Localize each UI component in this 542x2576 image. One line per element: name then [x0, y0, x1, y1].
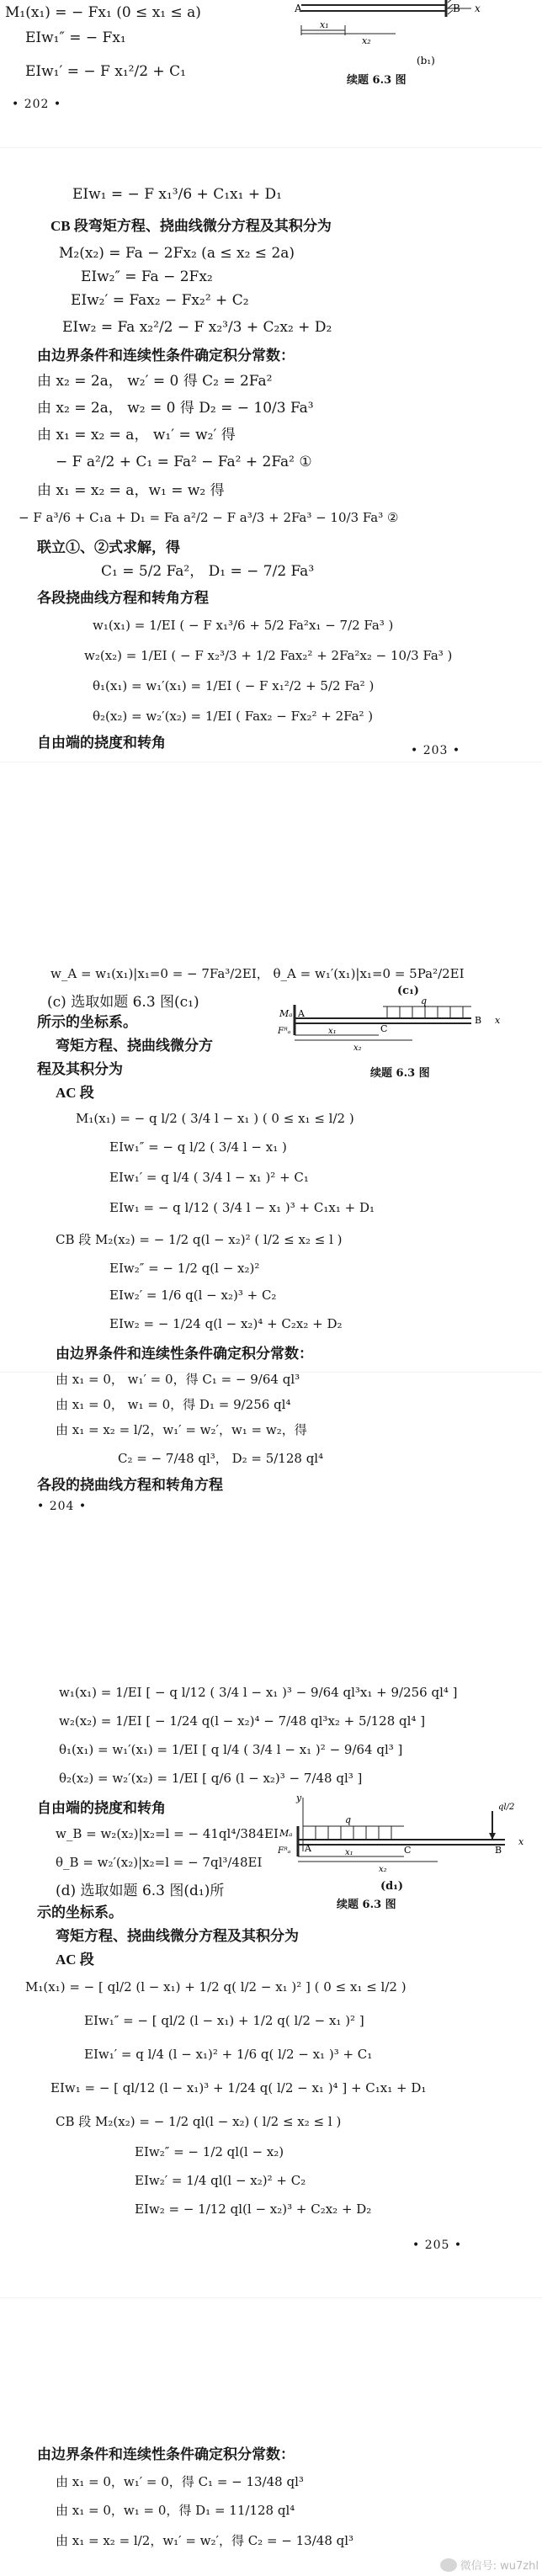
eq-line: EIw₂ = − 1/12 ql(l − x₂)³ + C₂x₂ + D₂: [135, 2202, 372, 2217]
figure-caption: 续题 6.3 图: [347, 74, 406, 87]
eq-line: EIw₂′ = Fax₂ − Fx₂² + C₂: [71, 292, 249, 309]
label-q: q: [345, 1814, 352, 1825]
label-x1: x₁: [320, 19, 329, 30]
eq-line: EIw₁″ = − Fx₁: [25, 29, 126, 46]
text-line: 自由端的挠度和转角: [37, 735, 166, 751]
beam-figure-d1: [278, 1793, 539, 1885]
eq-line: CB 段 M₂(x₂) = − 1/2 ql(l − x₂) ( l/2 ≤ x₂ ≤ l ): [56, 2114, 342, 2129]
text-line: AC 段: [56, 1085, 94, 1101]
eq-line: EIw₂″ = Fa − 2Fx₂: [81, 268, 213, 285]
label-M: Mₐ: [279, 1828, 293, 1839]
eq-line: θ₂(x₂) = w₂′(x₂) = 1/EI ( Fax₂ − Fx₂² + 2Fa² ): [93, 709, 374, 724]
eq-line: EIw₁ = − [ ql/12 (l − x₁)³ + 1/24 q( l/2 − x₁ )⁴ ] + C₁x₁ + D₁: [50, 2080, 427, 2095]
eq-line: EIw₁′ = − F x₁²/2 + C₁: [25, 63, 186, 80]
text-line: 由边界条件和连续性条件确定积分常数：: [37, 348, 295, 364]
label-x1: x₁: [345, 1848, 353, 1857]
eq-line: EIw₁ = − q l/12 ( 3/4 l − x₁ )³ + C₁x₁ + D₁: [109, 1200, 375, 1215]
label-y: y: [296, 1793, 302, 1803]
text-line: 弯矩方程、挠曲线微分方程及其积分为: [56, 1928, 299, 1944]
label-x2: x₂: [362, 35, 371, 46]
text-line: AC 段: [56, 1952, 94, 1968]
label-x1: x₁: [328, 1027, 337, 1036]
eq-line: M₂(x₂) = Fa − 2Fx₂ (a ≤ x₂ ≤ 2a): [59, 245, 295, 262]
label-A: A: [305, 1843, 311, 1854]
eq-line: w₁(x₁) = 1/EI [ − q l/12 ( 3/4 l − x₁ )³ − 9/64 ql³x₁ + 9/256 ql⁴ ]: [59, 1685, 458, 1700]
label-x2: x₂: [379, 1865, 387, 1874]
eq-line: − F a²/2 + C₁ = Fa² − Fa² + 2Fa² ①: [56, 454, 312, 470]
eq-line: w_B = w₂(x₂)|x₂=l = − 41ql⁴/384EI: [56, 1826, 279, 1841]
eq-line: M₁(x₁) = − Fx₁ (0 ≤ x₁ ≤ a): [5, 4, 201, 21]
eq-line: EIw₂ = Fa x₂²/2 − F x₂³/3 + C₂x₂ + D₂: [62, 319, 332, 336]
eq-line: EIw₂″ = − 1/2 q(l − x₂)²: [109, 1261, 260, 1276]
figure-caption: 续题 6.3 图: [337, 1899, 396, 1911]
eq-line: EIw₂ = − 1/24 q(l − x₂)⁴ + C₂x₂ + D₂: [109, 1316, 343, 1331]
label-x: x: [475, 3, 481, 14]
text-line: 各段挠曲线方程和转角方程: [37, 590, 209, 606]
text-line: CB 段弯矩方程、挠曲线微分方程及其积分为: [50, 218, 332, 234]
label-x2: x₂: [353, 1044, 362, 1053]
text-line: 由边界条件和连续性条件确定积分常数：: [56, 1346, 313, 1362]
eq-line: EIw₁ = − F x₁³/6 + C₁x₁ + D₁: [72, 186, 282, 203]
eq-line: 由 x₁ = 0， w₁′ = 0，得 C₁ = − 9/64 ql³: [56, 1372, 300, 1387]
text-line: (d) 选取如题 6.3 图(d₁)所: [56, 1883, 225, 1899]
eq-line: C₁ = 5/2 Fa²， D₁ = − 7/2 Fa³: [101, 563, 315, 580]
eq-line: 由 x₁ = 0，w₁′ = 0，得 C₁ = − 13/48 ql³: [56, 2474, 304, 2489]
eq-line: C₂ = − 7/48 ql³， D₂ = 5/128 ql⁴: [118, 1451, 324, 1466]
eq-line: w_A = w₁(x₁)|x₁=0 = − 7Fa³/2EI， θ_A = w₁′(x₁)|x₁=0 = 5Pa²/2EI: [50, 966, 465, 981]
text-line: 各段的挠曲线方程和转角方程: [37, 1477, 223, 1493]
text-line: (c) 选取如题 6.3 图(c₁): [47, 994, 199, 1011]
page-number: • 202 •: [12, 98, 62, 111]
eq-line: 由 x₂ = 2a， w₂ = 0 得 D₂ = − 10/3 Fa³: [37, 400, 314, 417]
eq-line: 由 x₁ = x₂ = l/2，w₁′ = w₂′，w₁ = w₂，得: [56, 1422, 307, 1437]
label-B: B: [495, 1845, 502, 1856]
eq-line: − F a³/6 + C₁a + D₁ = Fa a²/2 − F a³/3 + 2Fa³ − 10/3 Fa³ ②: [19, 510, 399, 525]
label-x: x: [495, 1015, 501, 1026]
label-F: Fᴿₐ: [278, 1846, 291, 1856]
label-x: x: [518, 1836, 524, 1847]
label-A: A: [298, 1008, 305, 1019]
eq-line: θ₁(x₁) = w₁′(x₁) = 1/EI [ q l/4 ( 3/4 l − x₁ )² − 9/64 ql³ ]: [59, 1742, 403, 1757]
label-C: C: [404, 1845, 412, 1856]
eq-line: θ₁(x₁) = w₁′(x₁) = 1/EI ( − F x₁²/2 + 5/2 Fa² ): [93, 678, 375, 693]
text-line: 由边界条件和连续性条件确定积分常数：: [37, 2446, 295, 2462]
text-line: 弯矩方程、挠曲线微分方: [56, 1038, 213, 1054]
text-line: 程及其积分为: [37, 1061, 123, 1077]
watermark: [440, 2557, 539, 2573]
figure-sub: (c₁): [397, 985, 419, 997]
eq-line: 由 x₁ = 0，w₁ = 0，得 D₁ = 11/128 ql⁴: [56, 2503, 295, 2518]
label-B: B: [475, 1015, 482, 1026]
eq-line: M₁(x₁) = − q l/2 ( 3/4 l − x₁ ) ( 0 ≤ x₁ ≤ l/2 ): [76, 1111, 354, 1126]
beam-figure-c1: [278, 996, 530, 1064]
eq-line: 由 x₁ = 0， w₁ = 0，得 D₁ = 9/256 ql⁴: [56, 1397, 291, 1412]
text-line: 所示的坐标系。: [37, 1014, 137, 1030]
watermark-text: 微信号: wu7zhl: [460, 2560, 539, 2573]
eq-line: θ_B = w₂′(x₂)|x₂=l = − 7ql³/48EI: [56, 1855, 263, 1870]
wechat-icon: [440, 2558, 457, 2572]
eq-line: 由 x₁ = x₂ = a， w₁′ = w₂′ 得: [37, 427, 236, 443]
eq-line: EIw₁′ = q l/4 (l − x₁)² + 1/6 q( l/2 − x₁ )³ + C₁: [84, 2047, 373, 2062]
eq-line: CB 段 M₂(x₂) = − 1/2 q(l − x₂)² ( l/2 ≤ x₂ ≤ l ): [56, 1232, 343, 1247]
page-number: • 203 •: [411, 744, 461, 757]
label-A: A: [295, 3, 302, 14]
label-M: Mₐ: [279, 1008, 293, 1019]
label-ql2: ql/2: [498, 1803, 515, 1812]
text-line: 示的坐标系。: [37, 1904, 123, 1920]
label-C: C: [380, 1023, 388, 1034]
eq-line: 由 x₂ = 2a， w₂′ = 0 得 C₂ = 2Fa²: [37, 373, 273, 390]
page-number: • 205 •: [412, 2239, 463, 2252]
eq-line: w₁(x₁) = 1/EI ( − F x₁³/6 + 5/2 Fa²x₁ − 7/2 Fa³ ): [93, 618, 394, 633]
label-F: Fᴿₐ: [278, 1027, 291, 1036]
figure-sub: (d₁): [380, 1880, 404, 1893]
eq-line: EIw₂′ = 1/4 ql(l − x₂)² + C₂: [135, 2173, 306, 2188]
beam-figure-b1: [295, 0, 513, 76]
eq-line: EIw₂″ = − 1/2 ql(l − x₂): [135, 2144, 284, 2159]
eq-line: 由 x₁ = x₂ = a，w₁ = w₂ 得: [37, 482, 225, 499]
text-line: 自由端的挠度和转角: [37, 1800, 166, 1816]
eq-line: w₂(x₂) = 1/EI ( − F x₂³/3 + 1/2 Fax₂² + 2Fa²x₂ − 10/3 Fa³ ): [84, 648, 453, 663]
eq-line: EIw₁″ = − [ ql/2 (l − x₁) + 1/2 q( l/2 − x₁ )² ]: [84, 2013, 364, 2028]
figure-sub: (b₁): [417, 55, 435, 66]
eq-line: EIw₁″ = − q l/2 ( 3/4 l − x₁ ): [109, 1139, 287, 1155]
label-B: B: [453, 3, 460, 14]
eq-line: 由 x₁ = x₂ = l/2，w₁′ = w₂′，得 C₂ = − 13/48 ql³: [56, 2533, 354, 2548]
eq-line: θ₂(x₂) = w₂′(x₂) = 1/EI [ q/6 (l − x₂)³ − 7/48 ql³ ]: [59, 1771, 363, 1786]
eq-line: w₂(x₂) = 1/EI [ − 1/24 q(l − x₂)⁴ − 7/48 ql³x₂ + 5/128 ql⁴ ]: [59, 1713, 426, 1729]
figure-caption: 续题 6.3 图: [370, 1067, 430, 1080]
page-number: • 204 •: [37, 1500, 88, 1513]
text-line: 联立①、②式求解，得: [37, 539, 180, 555]
label-q: q: [421, 996, 428, 1006]
eq-line: M₁(x₁) = − [ ql/2 (l − x₁) + 1/2 q( l/2 − x₁ )² ] ( 0 ≤ x₁ ≤ l/2 ): [25, 1979, 406, 1994]
eq-line: EIw₁′ = q l/4 ( 3/4 l − x₁ )² + C₁: [109, 1170, 309, 1185]
eq-line: EIw₂′ = 1/6 q(l − x₂)³ + C₂: [109, 1288, 277, 1303]
